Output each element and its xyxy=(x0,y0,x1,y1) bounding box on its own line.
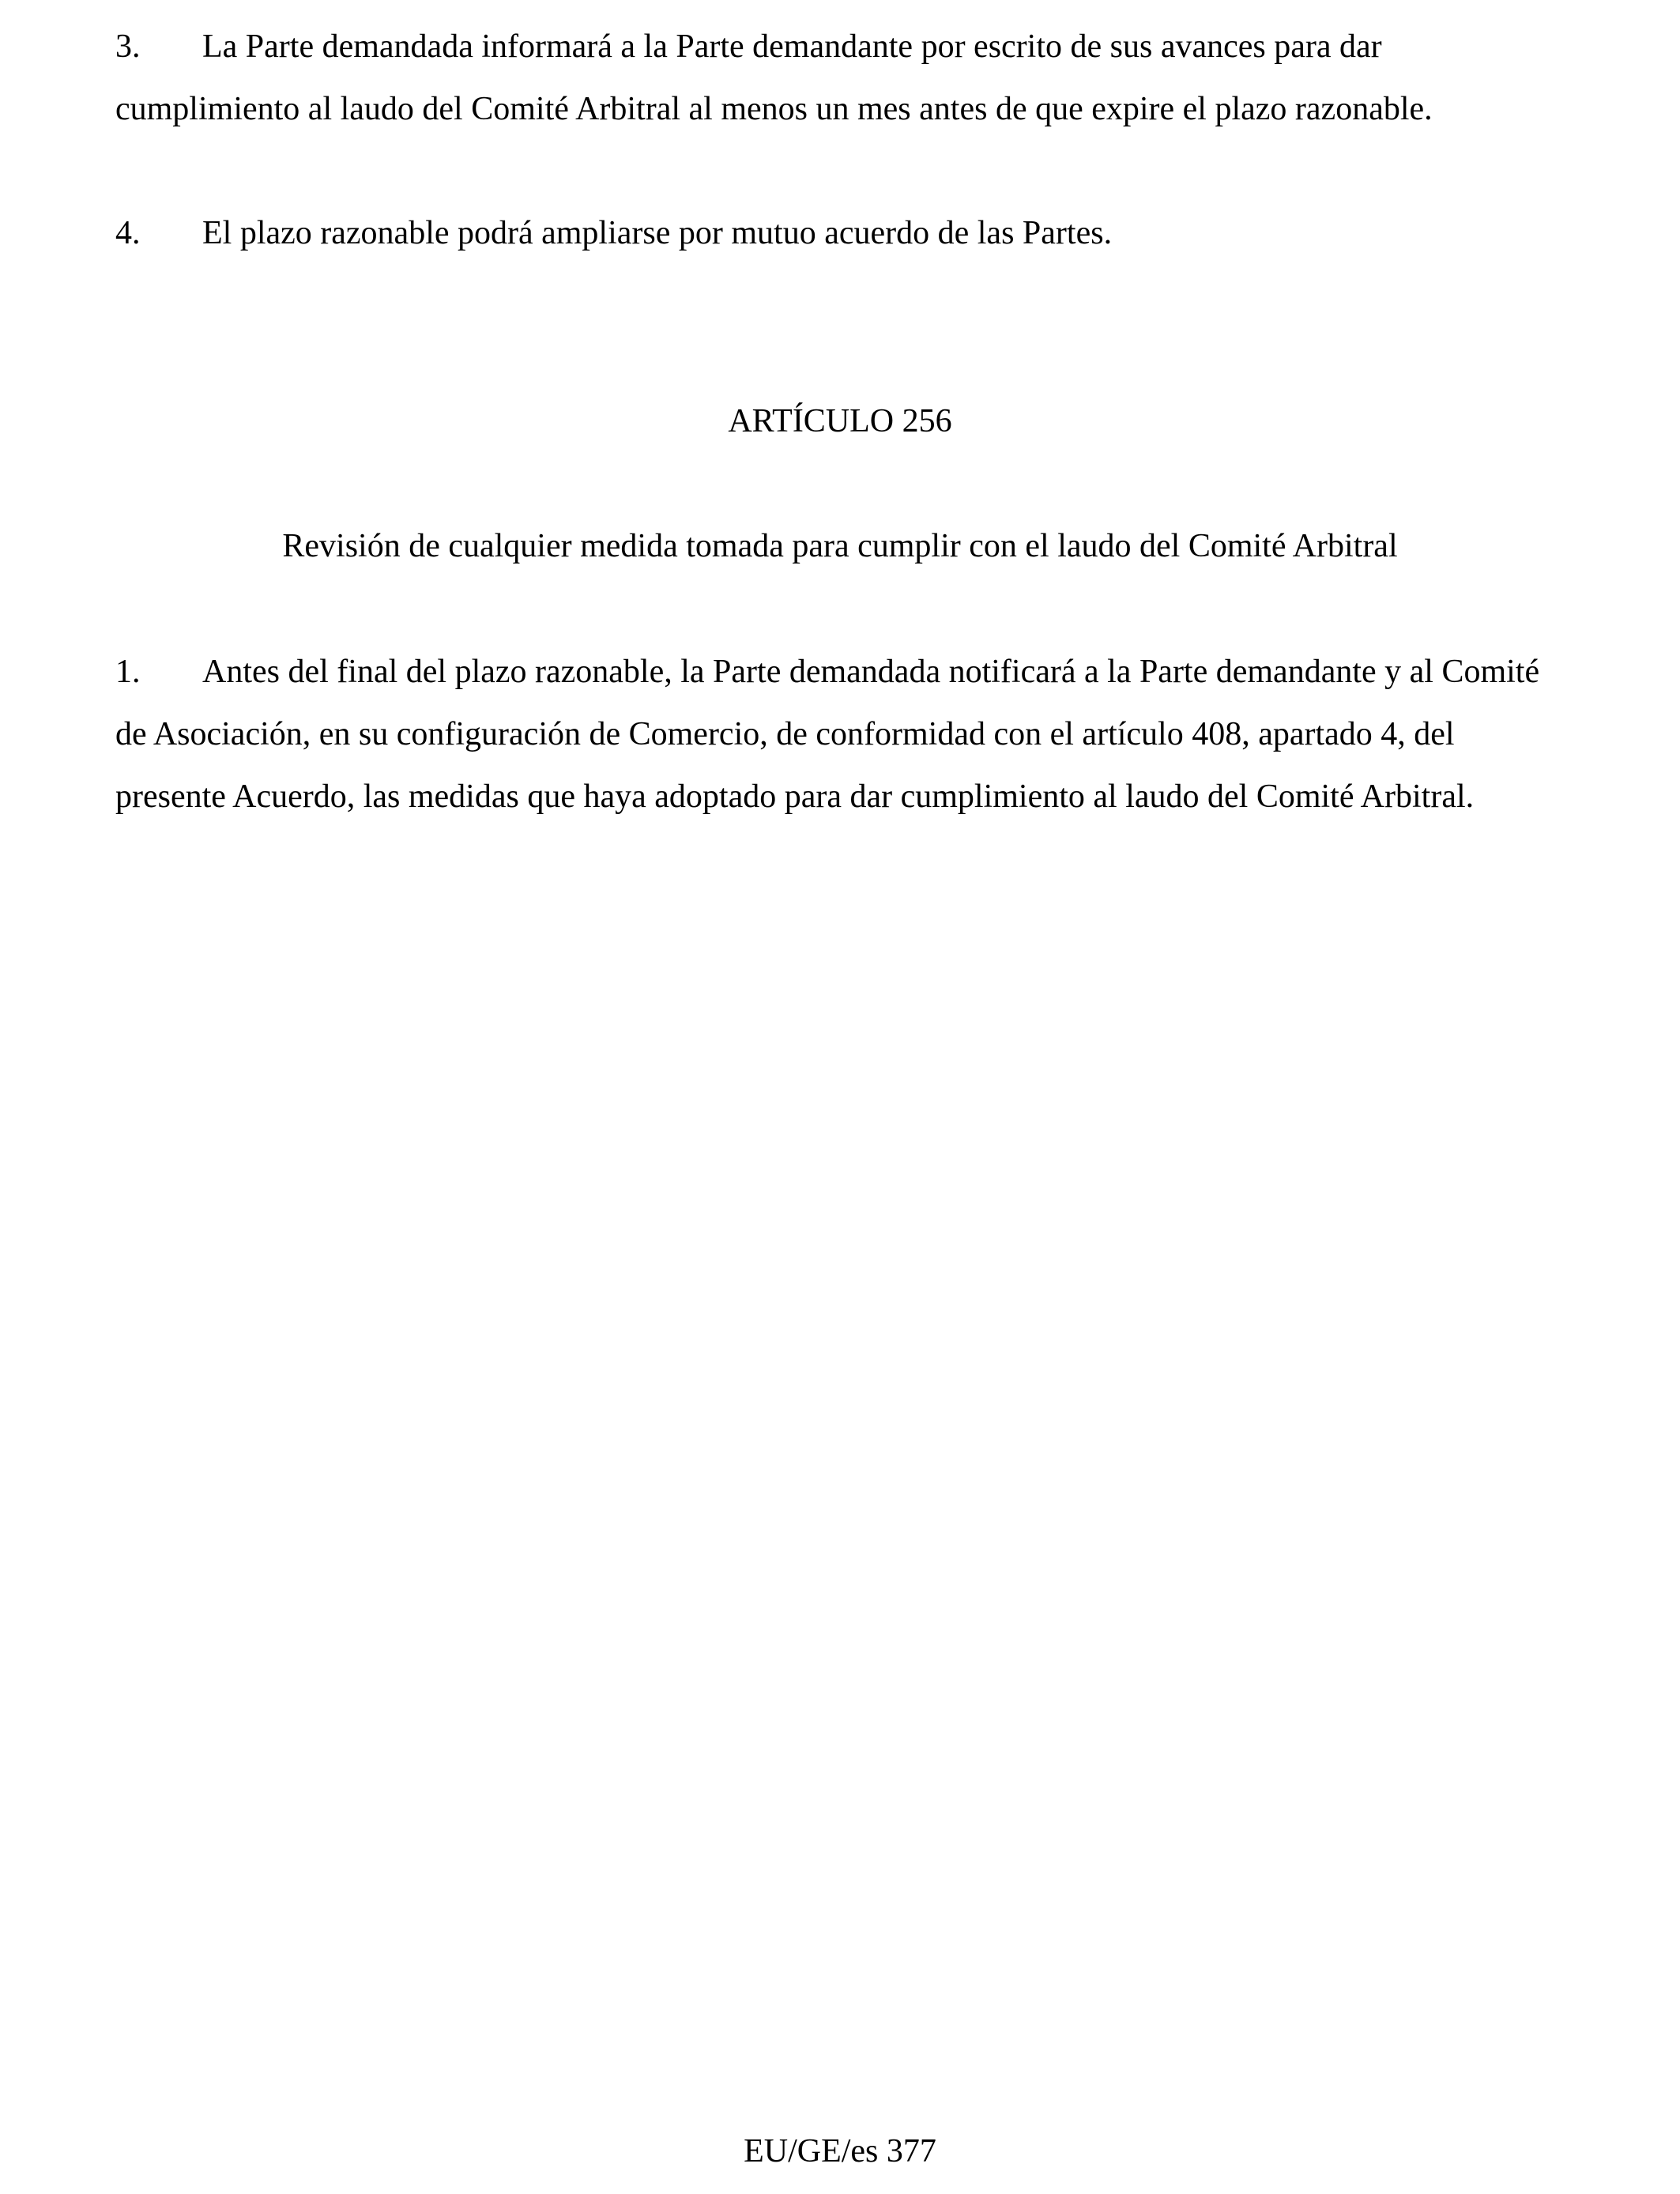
paragraph-number: 4. xyxy=(115,215,141,251)
paragraph-3 xyxy=(115,16,1569,141)
paragraph-number: 1. xyxy=(115,654,141,690)
paragraph-text: La Parte demandada informará a la Parte demandante por escrito de sus avances para dar cumplimiento al laudo del Comité Arbitral al menos un mes antes de que expire el plazo razonable. xyxy=(115,28,1433,127)
article-title: ARTÍCULO 256 xyxy=(728,403,952,439)
paragraph-number: 3. xyxy=(115,28,141,65)
paragraph-text: Antes del final del plazo razonable, la Parte demandada notificará a la Parte demandante y al Comité de Asociación, en su configuración de Comercio, de conformidad con el artículo 408, apartado 4, del presente Acuerdo, las medidas que haya adoptado para dar cumplimiento al laudo del Comité Arbitral. xyxy=(115,654,1540,815)
paragraph-4 xyxy=(115,202,1569,265)
paragraph-text: El plazo razonable podrá ampliarse por mutuo acuerdo de las Partes. xyxy=(202,215,1113,251)
page-footer: EU/GE/es 377 xyxy=(744,2133,936,2169)
article-subtitle: Revisión de cualquier medida tomada para cumplir con el laudo del Comité Arbitral xyxy=(282,528,1398,564)
paragraph-1 xyxy=(115,641,1569,828)
